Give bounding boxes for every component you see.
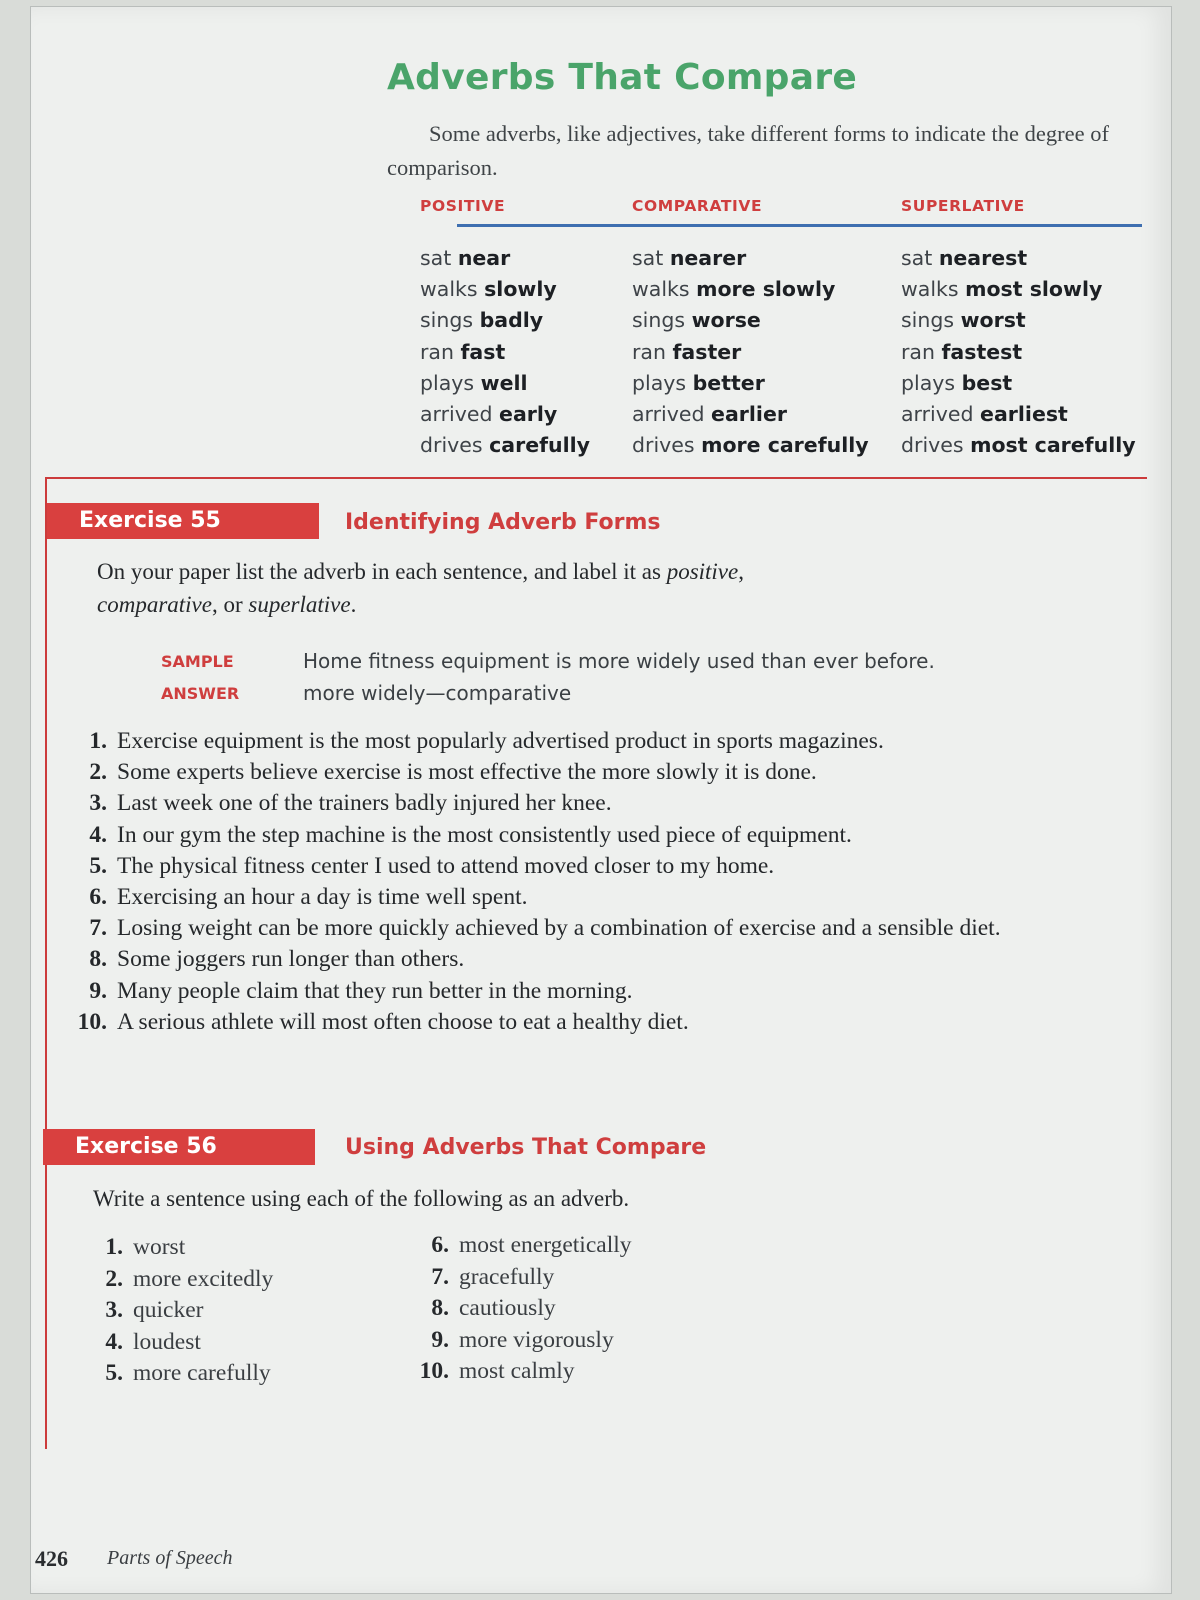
header-positive: POSITIVE [420,197,506,215]
running-footer: Parts of Speech [107,1547,233,1569]
table-cell: ran fast [420,339,506,364]
list-item: 2. Some experts believe exercise is most effective the more slowly it is done. [89,759,817,786]
list-item: 3. Last week one of the trainers badly injured her knee. [89,790,612,817]
table-cell: sings worse [632,308,761,333]
table-cell: plays well [420,370,528,395]
table-cell: sat nearer [632,246,747,270]
table-cell: drives most carefully [901,433,1136,458]
list-item: 4. In our gym the step machine is the most consistently used piece of equipment. [89,821,852,848]
list-item: 8. Some joggers run longer than others. [89,946,465,973]
exercise-56-title: Using Adverbs That Compare [345,1135,707,1160]
table-cell: walks slowly [420,277,557,302]
table-cell: ran fastest [901,339,1023,364]
exercise-56-list-left [95,1232,273,1390]
table-cell: drives carefully [420,433,591,458]
exercise-56-label: Exercise 56 [43,1129,315,1165]
list-item: 5. more carefully [105,1360,271,1386]
header-comparative: COMPARATIVE [632,197,763,215]
table-cell: plays better [632,370,765,395]
list-item: 9. more vigorously [431,1326,614,1353]
list-item: 7. Losing weight can be more quickly achieved by a combination of exercise and a sensible diet. [89,915,1001,942]
header-superlative: SUPERLATIVE [901,197,1025,215]
exercise-55-label: Exercise 55 [47,503,319,539]
list-item: 1. worst [105,1234,186,1260]
comparative-column [632,243,869,461]
answer-label: ANSWER [161,684,240,703]
positive-column [420,243,590,461]
table-cell: arrived earlier [632,401,787,426]
sample-label: SAMPLE [161,652,234,671]
exercise-55-list [61,726,1071,1038]
table-cell: plays best [901,370,1013,395]
page-title: Adverbs That Compare [387,57,858,98]
table-cell: ran faster [632,339,742,364]
exercise-56-list-right [421,1230,632,1388]
table-cell: arrived early [420,401,558,426]
exercise-55-title: Identifying Adverb Forms [345,510,661,535]
superlative-column [901,243,1136,461]
list-item: 3. quicker [105,1297,204,1323]
table-rule [457,224,1142,227]
table-cell: arrived earliest [901,401,1068,426]
list-item: 10. most calmly [419,1358,575,1384]
list-item: 4. loudest [105,1328,201,1355]
answer-text: more widely—comparative [303,681,572,705]
textbook-page [30,6,1172,1594]
list-item: 6. most energetically [431,1232,632,1258]
table-cell: walks most slowly [901,277,1103,302]
table-cell: sat near [420,246,511,270]
sample-text: Home fitness equipment is more widely used than ever before. [303,649,935,673]
page-number: 426 [35,1546,68,1571]
list-item: 9. Many people claim that they run better in the morning. [89,977,633,1004]
exercise-56-instructions: Write a sentence using each of the following as an adverb. [93,1186,630,1211]
list-item: 2. more excitedly [105,1265,274,1292]
list-item: 8. cautiously [431,1295,556,1321]
list-item: 6. Exercising an hour a day is time well spent. [89,884,528,911]
list-item: 5. The physical fitness center I used to attend moved closer to my home. [89,852,775,879]
list-item: 7. gracefully [431,1263,555,1290]
table-cell: sings badly [420,308,544,333]
table-cell: sat nearest [901,246,1028,270]
table-cell: walks more slowly [632,277,836,302]
table-cell: sings worst [901,308,1026,333]
intro-paragraph: Some adverbs, like adjectives, take different forms to indicate the degree of comparison. [387,121,1109,180]
table-cell: drives more carefully [632,433,869,458]
list-item: 1. Exercise equipment is the most popularly advertised product in sports magazines. [89,728,884,754]
list-item: 10. A serious athlete will most often choose to eat a healthy diet. [77,1008,689,1035]
exercise-55-instructions: On your paper list the adverb in each sentence, and label it as positive, comparative, or superlative. [97,559,744,617]
